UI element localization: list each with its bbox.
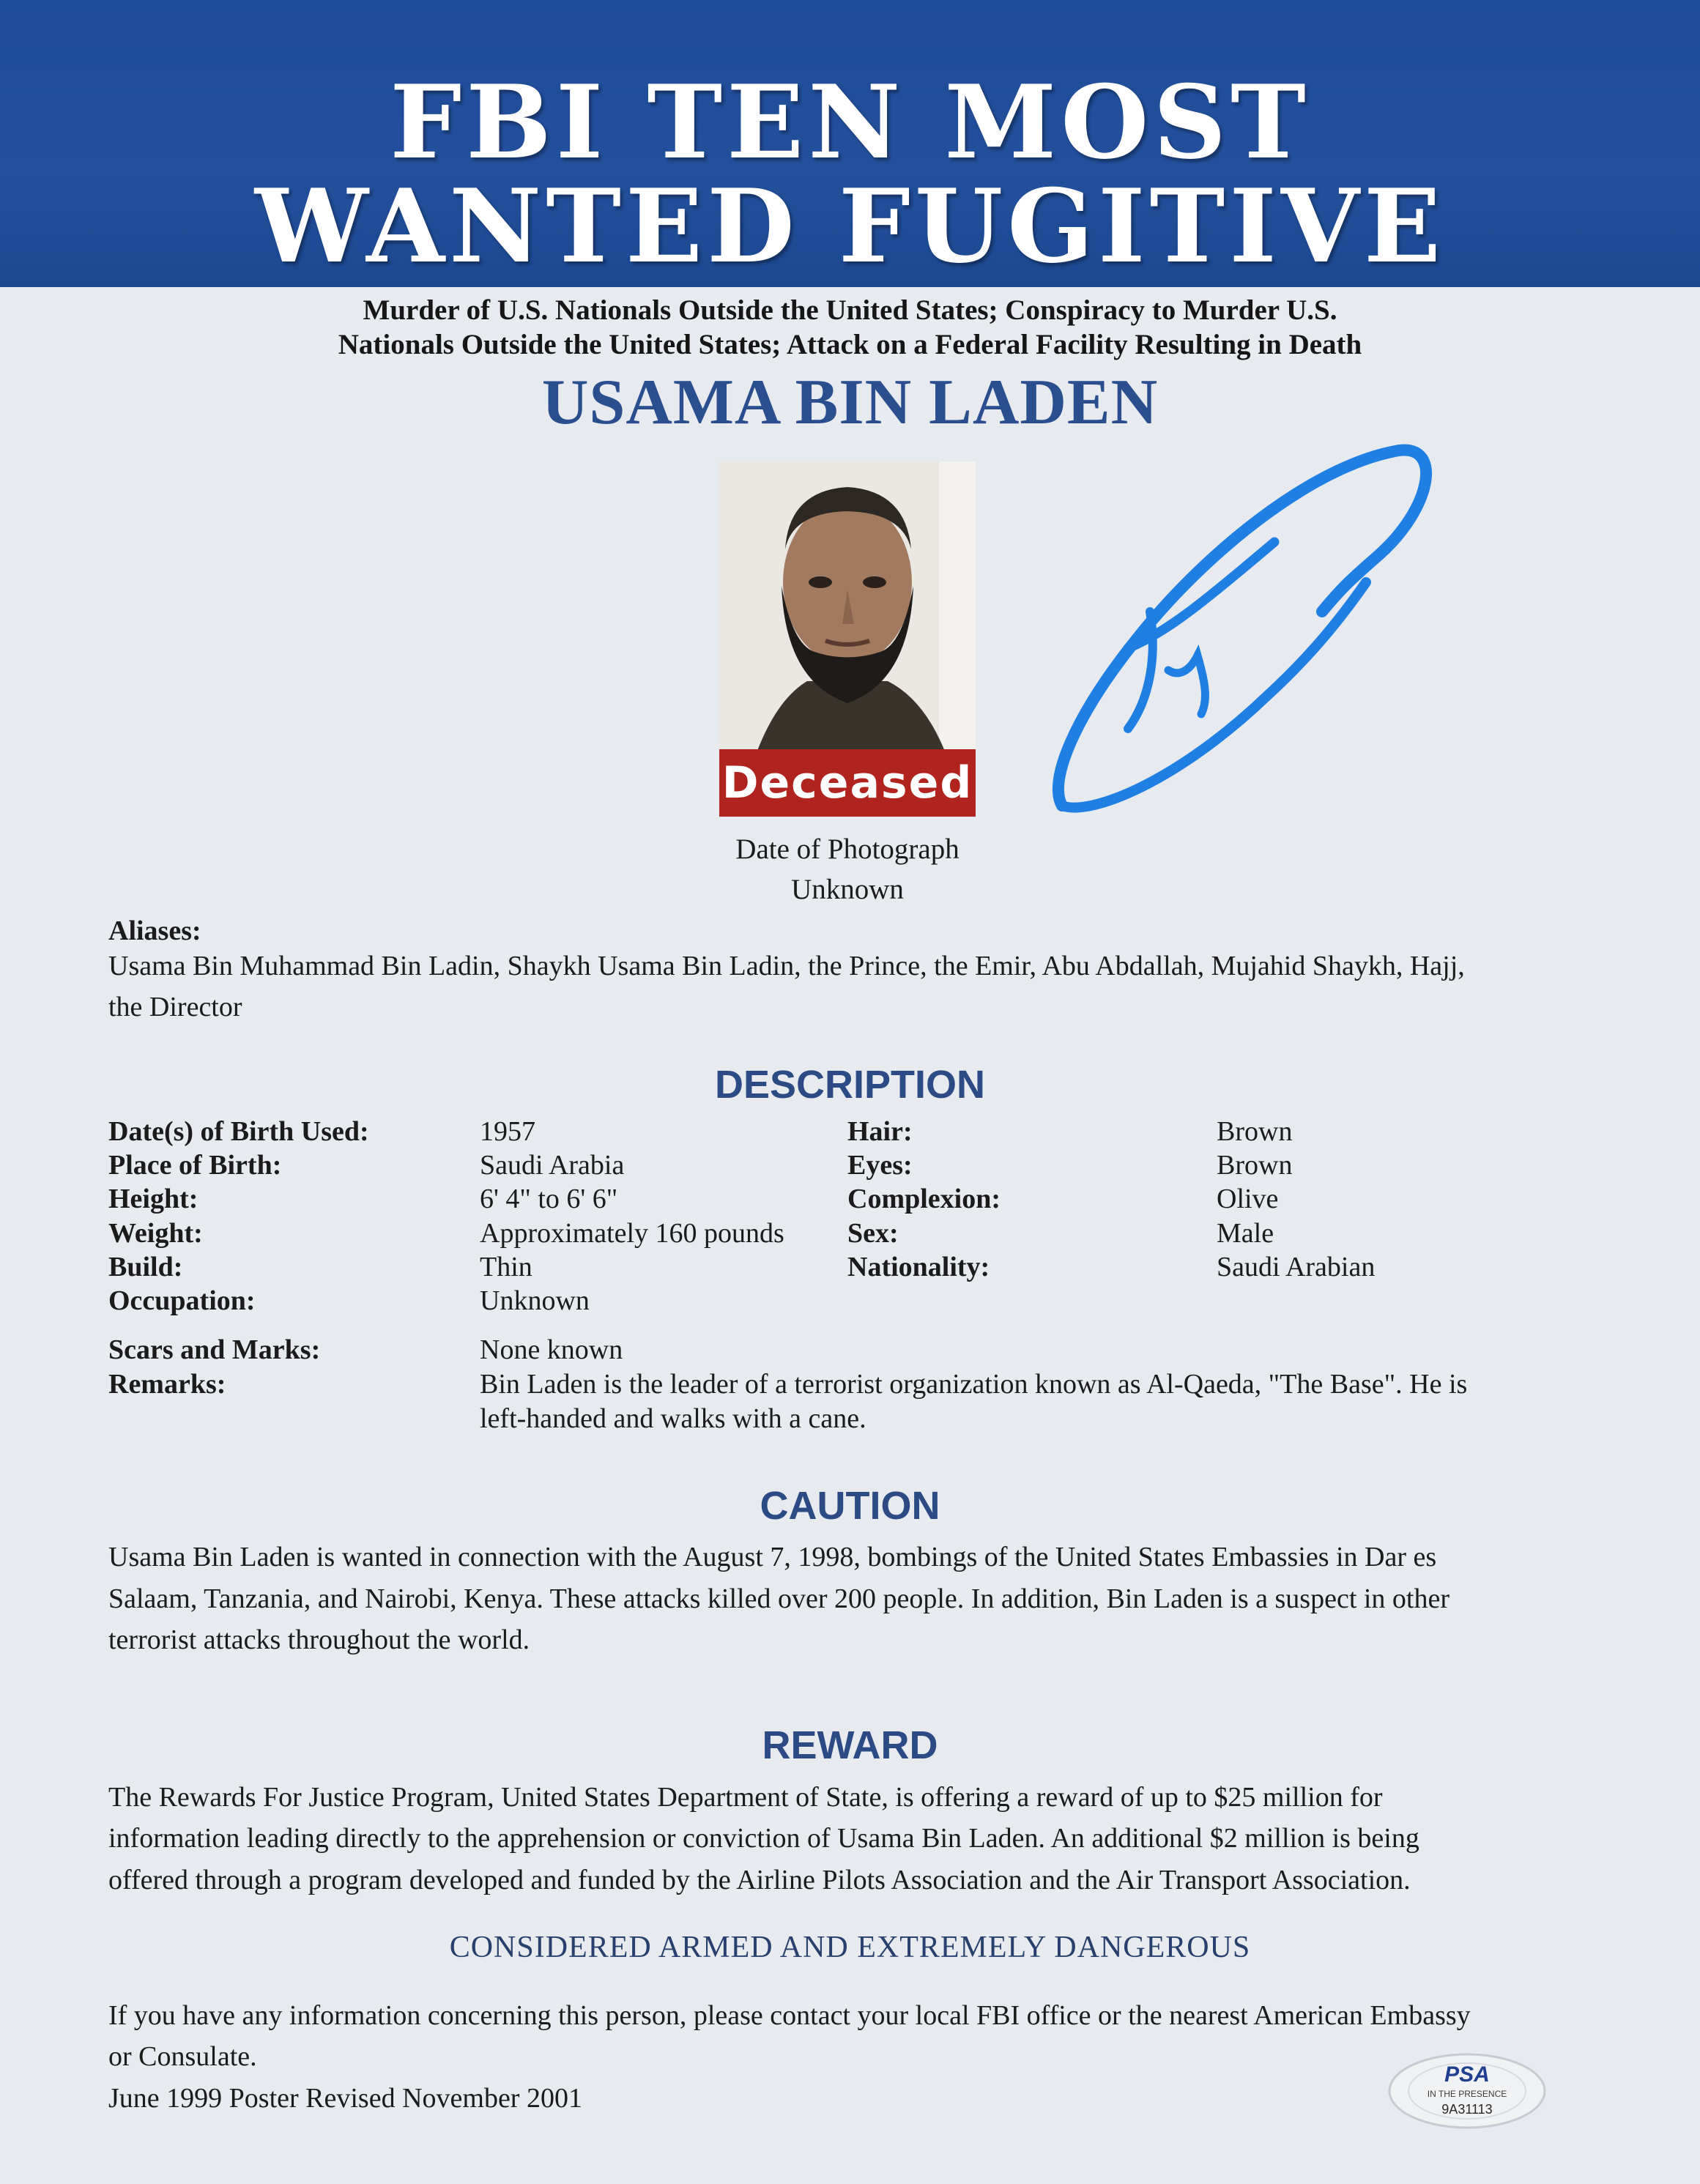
charges-line-1: Murder of U.S. Nationals Outside the United States; Conspiracy to Murder U.S. [363,294,1337,326]
psa-logo: PSA [1444,2062,1490,2087]
aliases-label: Aliases: [108,915,201,946]
deceased-stamp: Deceased [719,749,976,817]
charges [0,293,1700,362]
caution-line-3: terrorist attacks throughout the world. [108,1624,530,1655]
sex-label: Sex: [847,1218,899,1249]
remarks-line-1: Bin Laden is the leader of a terrorist organization known as Al-Qaeda, "The Base". He is [480,1369,1468,1400]
reward-line-3: offered through a program developed and funded by the Airline Pilots Association and the Air Transport Association. [108,1865,1411,1895]
aliases-line-1: Usama Bin Muhammad Bin Ladin, Shaykh Usama Bin Ladin, the Prince, the Emir, Abu Abdallah, Mujahid Shaykh, Hajj, [108,951,1465,981]
description-heading: DESCRIPTION [714,1063,986,1107]
pob-value: Saudi Arabia [480,1150,625,1181]
reward-line-2: information leading directly to the apprehension or conviction of Usama Bin Laden. An additional $2 million is being [108,1823,1419,1854]
aliases-line-2: the Director [108,992,242,1022]
nationality-value: Saudi Arabian [1217,1252,1376,1282]
banner-title-line-2: WANTED FUGITIVE [254,166,1446,286]
reward-line-1: The Rewards For Justice Program, United States Department of State, is offering a reward of up to $25 million for [108,1782,1383,1813]
dob-label: Date(s) of Birth Used: [108,1116,369,1147]
caution-line-2: Salaam, Tanzania, and Nairobi, Kenya. These attacks killed over 200 people. In addition, Bin Laden is a suspect in other [108,1583,1450,1614]
complexion-value: Olive [1217,1184,1279,1214]
portrait-illustration [719,461,976,784]
eyes-value: Brown [1217,1150,1293,1181]
eyes-label: Eyes: [847,1150,913,1181]
scars-value: None known [480,1334,623,1365]
contact-line-2: or Consulate. [108,2041,257,2072]
charges-line-2: Nationals Outside the United States; Attack on a Federal Facility Resulting in Death [338,329,1362,360]
psa-sub-label: IN THE PRESENCE [1427,2089,1507,2099]
scars-label: Scars and Marks: [108,1334,321,1365]
photo-date-label: Date of Photograph [735,833,960,865]
wanted-banner [0,0,1700,287]
occupation-value: Unknown [480,1285,590,1316]
hair-label: Hair: [847,1116,913,1147]
hair-value: Brown [1217,1116,1293,1147]
pob-label: Place of Birth: [108,1150,282,1181]
poster-revision-date: June 1999 Poster Revised November 2001 [108,2083,582,2114]
occupation-label: Occupation: [108,1285,256,1316]
remarks-line-2: left-handed and walks with a cane. [480,1403,866,1434]
build-value: Thin [480,1252,532,1282]
signature-autograph [1033,436,1443,828]
complexion-label: Complexion: [847,1184,1001,1214]
height-label: Height: [108,1184,198,1214]
reward-heading: REWARD [762,1723,938,1767]
remarks-label: Remarks: [108,1369,226,1400]
caution-line-1: Usama Bin Laden is wanted in connection with the August 7, 1998, bombings of the United States Embassies in Dar es [108,1542,1437,1572]
fugitive-name: USAMA BIN LADEN [541,367,1159,438]
psa-authentication-sticker [1387,2051,1548,2131]
weight-value: Approximately 160 pounds [480,1218,784,1249]
banner-title-line-1: FBI TEN MOST [390,62,1310,182]
psa-cert-number: 9A31113 [1441,2102,1493,2117]
height-value: 6' 4" to 6' 6" [480,1184,618,1214]
armed-dangerous-warning: CONSIDERED ARMED AND EXTREMELY DANGEROUS [449,1931,1251,1964]
contact-line-1: If you have any information concerning this person, please contact your local FBI office or the nearest American Embassy [108,2000,1471,2031]
nationality-label: Nationality: [847,1252,990,1282]
build-label: Build: [108,1252,183,1282]
photo-date-value: Unknown [791,874,904,905]
weight-label: Weight: [108,1218,203,1249]
caution-heading: CAUTION [760,1484,940,1528]
sex-value: Male [1217,1218,1274,1249]
fugitive-photo [719,461,976,784]
dob-value: 1957 [480,1116,535,1147]
